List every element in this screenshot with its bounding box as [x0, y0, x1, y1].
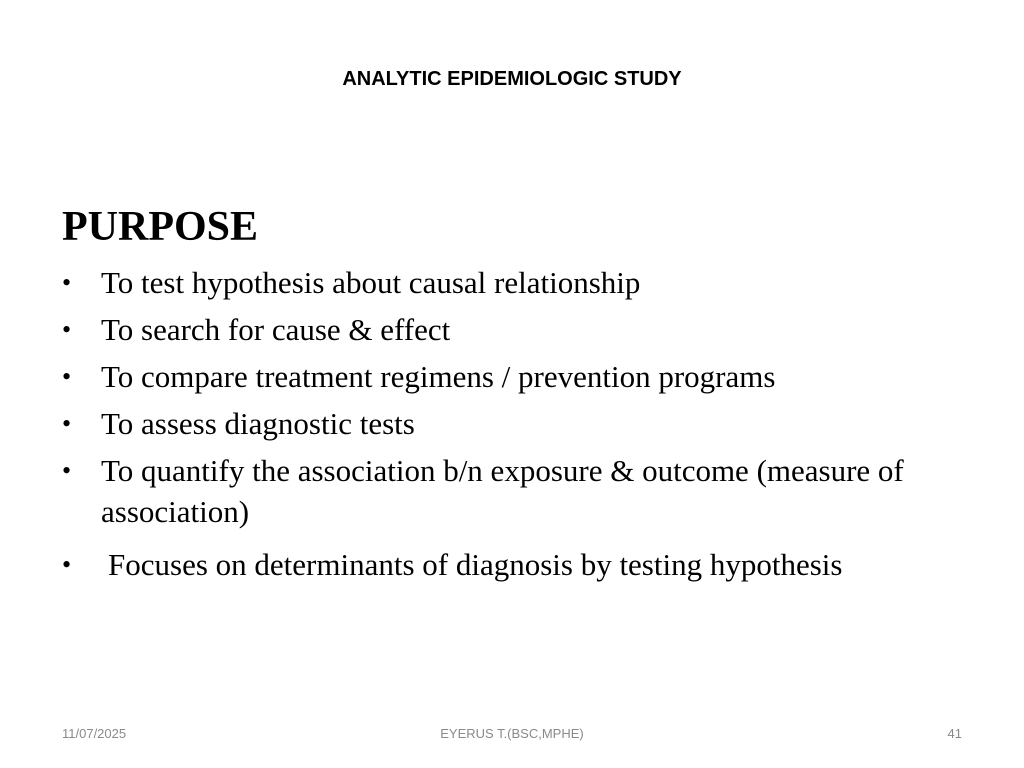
bullet-icon: •	[62, 268, 72, 297]
bullet-item	[62, 403, 962, 444]
bullet-item-focus	[62, 544, 962, 585]
footer-page-number: 41	[947, 726, 962, 741]
bullet-text: To quantify the association b/n exposure & outcome (measure of association)	[101, 453, 904, 529]
bullet-text: To search for cause & effect	[101, 312, 451, 347]
bullet-text: To compare treatment regimens / prevention programs	[101, 359, 776, 394]
footer-date: 11/07/2025	[62, 726, 127, 741]
bullet-text: To test hypothesis about causal relationship	[101, 265, 641, 300]
bullet-item	[62, 450, 962, 532]
section-heading: PURPOSE	[62, 204, 259, 250]
bullet-text: To assess diagnostic tests	[101, 406, 415, 441]
bullet-list	[62, 262, 962, 591]
bullet-icon: •	[62, 315, 72, 344]
bullet-item	[62, 309, 962, 350]
bullet-item	[62, 356, 962, 397]
slide-title: ANALYTIC EPIDEMIOLOGIC STUDY	[342, 68, 682, 90]
footer-author: EYERUS T.(BSC,MPHE)	[440, 726, 584, 741]
bullet-icon: •	[62, 409, 72, 438]
bullet-item	[62, 262, 962, 303]
bullet-text: Focuses on determinants of diagnosis by testing hypothesis	[108, 547, 843, 582]
bullet-icon: •	[62, 456, 72, 485]
bullet-icon: •	[62, 550, 72, 579]
bullet-icon: •	[62, 362, 72, 391]
